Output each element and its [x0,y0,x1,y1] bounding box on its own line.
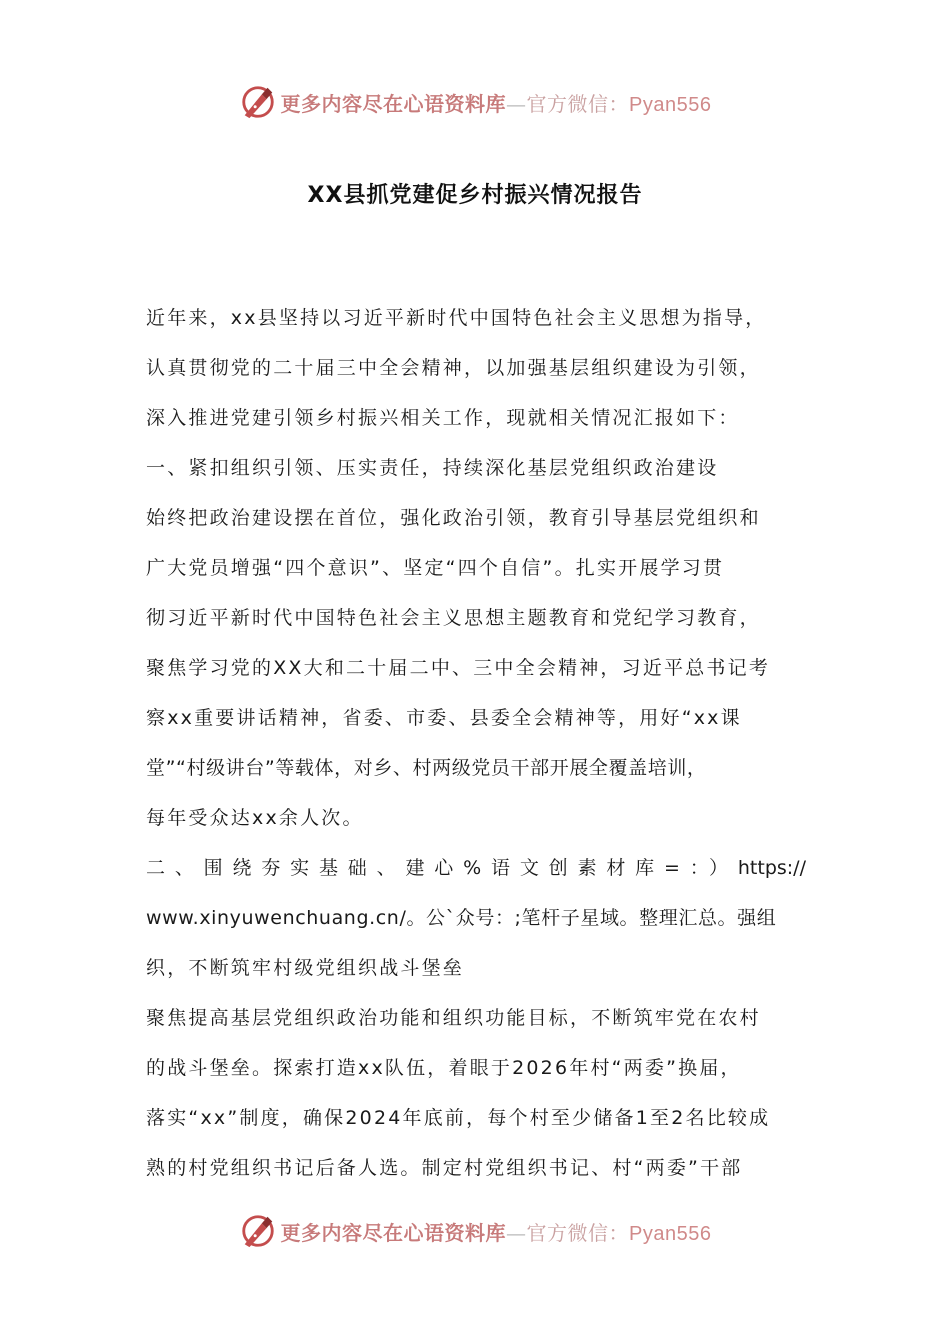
watermark-brand: 更多内容尽在心语资料库 [280,91,507,116]
watermark-wechat-id: Pyan556 [629,93,712,116]
watermark-dash: — [506,1220,527,1245]
page-title: XX县抓党建促乡村振兴情况报告 [307,183,643,208]
body-line: 堂”“村级讲台”等载体，对乡、村两级党员干部开展全覆盖培训， [146,757,707,779]
body-line: 聚焦提高基层党组织政治功能和组织功能目标，不断筑牢党在农村 [146,1007,761,1029]
footer-watermark [0,1209,950,1253]
body-line: 熟的村党组织书记后备人选。制定村党组织书记、村“两委”干部 [146,1157,743,1179]
watermark-dash: — [506,91,527,116]
body-line: 聚焦学习党的XX大和二十届二中、三中全会精神，习近平总书记考 [146,657,771,679]
body-line: 彻习近平新时代中国特色社会主义思想主题教育和党纪学习教育， [146,607,761,629]
body-line: 始终把政治建设摆在首位，强化政治引领，教育引导基层党组织和 [146,507,761,529]
watermark-brand: 更多内容尽在心语资料库 [280,1220,507,1245]
body-line: 落实“xx”制度，确保2024年底前，每个村至少储备1至2名比较成 [146,1107,771,1129]
watermark-text [281,1217,712,1246]
watermark-wechat-id: Pyan556 [629,1222,712,1245]
pen-nib-circle-icon [239,83,277,121]
pen-nib-circle-icon [239,1212,277,1250]
document-body [146,293,806,1193]
body-line: 认真贯彻党的二十届三中全会精神，以加强基层组织建设为引领， [146,357,761,379]
body-line: 织，不断筑牢村级党组织战斗堡垒 [146,957,465,979]
watermark-wechat-label: 官方微信： [526,1220,630,1245]
body-line: 察xx重要讲话精神，省委、市委、县委全会精神等，用好“xx课 [146,707,742,729]
section-heading-1: 一、紧扣组织引领、压实责任，持续深化基层党组织政治建设 [146,457,719,479]
section-heading-2: 二、围绕夯实基础、建心%语文创素材库=：）https:// [146,857,806,879]
body-line: 近年来，xx县坚持以习近平新时代中国特色社会主义思想为指导， [146,307,767,329]
watermark-wechat-label: 官方微信： [526,91,630,116]
body-line: www.xinyuwenchuang.cn/。公`众号：;笔杆子星域。整理汇总。强组 [146,907,777,929]
watermark-text [281,88,712,117]
header-watermark [0,80,950,124]
body-line: 每年受众达xx余人次。 [146,807,364,829]
body-line: 广大党员增强“四个意识”、坚定“四个自信”。扎实开展学习贯 [146,557,725,579]
body-line: 的战斗堡垒。探索打造xx队伍，着眼于2026年村“两委”换届， [146,1057,742,1079]
body-line: 深入推进党建引领乡村振兴相关工作，现就相关情况汇报如下： [146,407,740,429]
